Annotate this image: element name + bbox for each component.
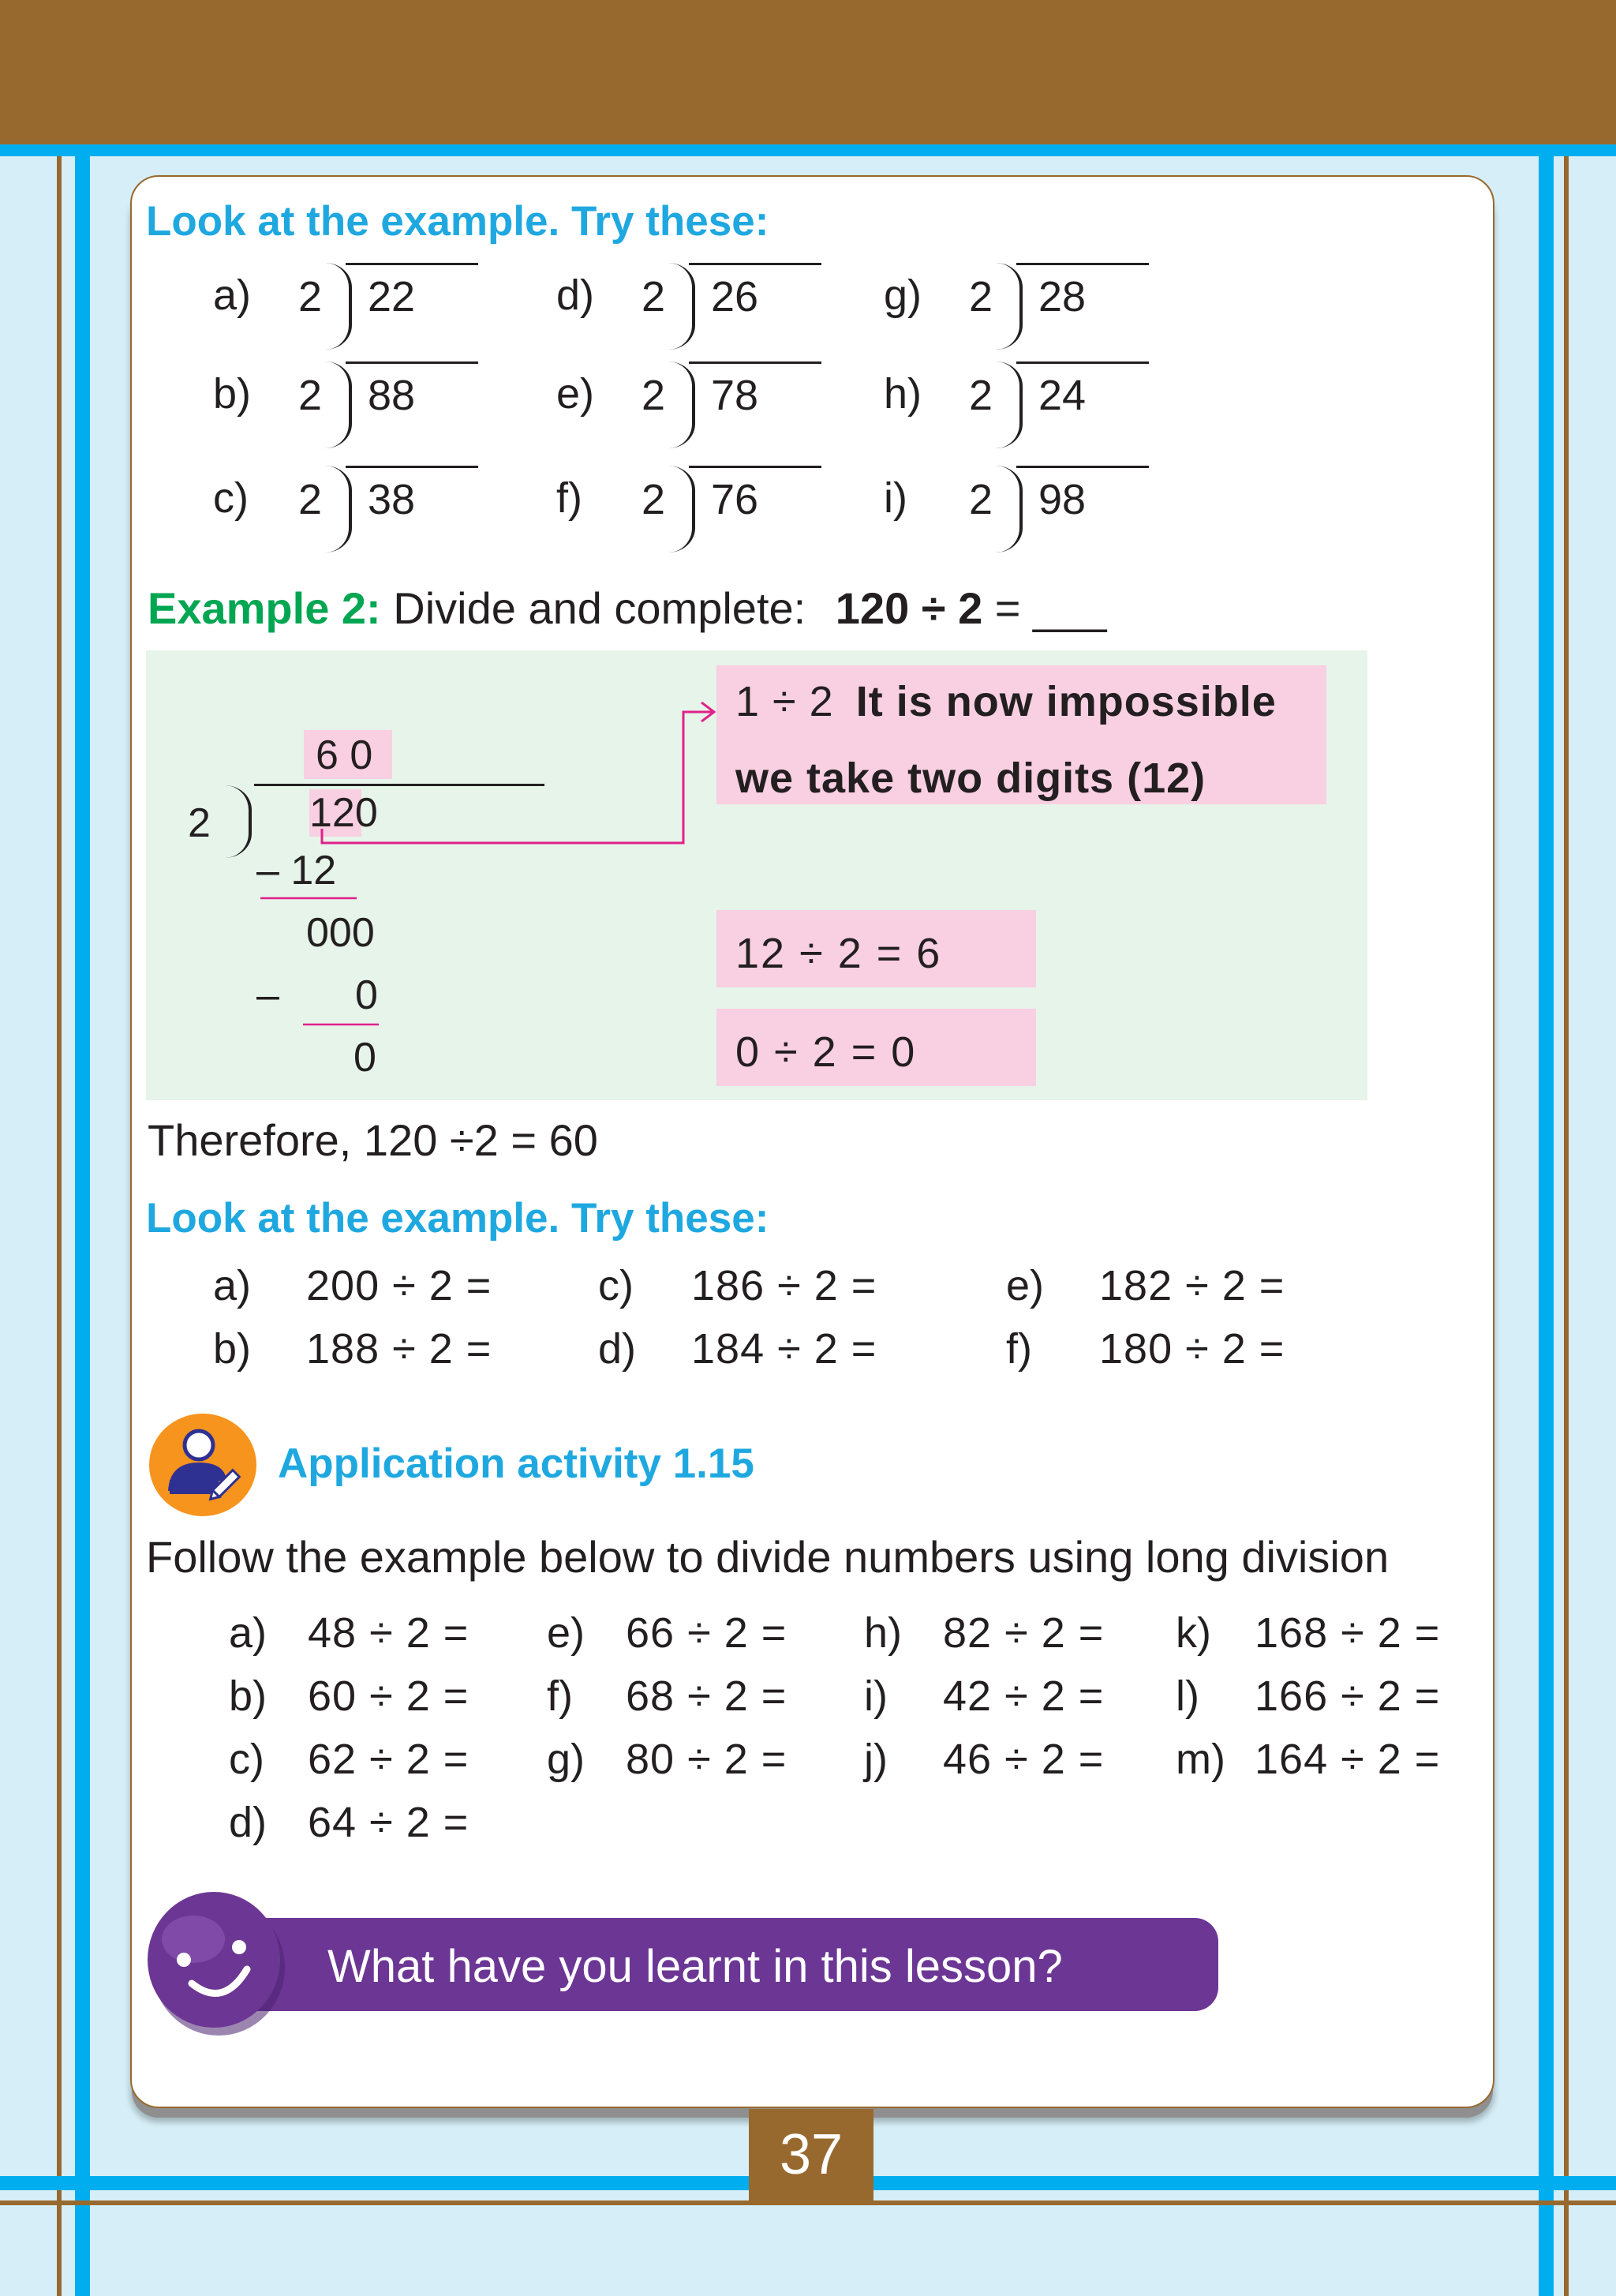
exercise-3-expression: 66 ÷ 2 = bbox=[626, 1609, 787, 1657]
exercise-3-expression: 168 ÷ 2 = bbox=[1255, 1609, 1441, 1657]
exercise-2-label: b) bbox=[213, 1325, 252, 1373]
exercise-3-label: d) bbox=[229, 1799, 267, 1846]
exercise-3-label: j) bbox=[864, 1736, 888, 1783]
exercise-1-dividend: 38 bbox=[368, 476, 416, 523]
example-2-label: Example 2: bbox=[148, 583, 381, 633]
exercise-3-expression: 42 ÷ 2 = bbox=[943, 1672, 1105, 1720]
exercise-3-label: l) bbox=[1176, 1672, 1199, 1720]
note-3: 0 ÷ 2 = 0 bbox=[735, 1028, 917, 1076]
reflection-text: What have you learnt in this lesson? bbox=[327, 1941, 1063, 1992]
exercise-3-expression: 64 ÷ 2 = bbox=[308, 1799, 469, 1846]
exercise-1-divisor: 2 bbox=[969, 273, 993, 320]
therefore-statement: Therefore, 120 ÷2 = 60 bbox=[148, 1115, 598, 1165]
exercise-3-expression: 82 ÷ 2 = bbox=[943, 1609, 1105, 1657]
exercise-1-label: g) bbox=[884, 272, 922, 319]
smiley-face-icon bbox=[146, 1890, 286, 2040]
activity-instruction: Follow the example below to divide numbers using long division bbox=[146, 1532, 1390, 1582]
exercise-1-dividend: 88 bbox=[368, 372, 416, 419]
dividend-remaining-digit: 0 bbox=[354, 790, 378, 836]
minus-sign-2: – bbox=[256, 972, 279, 1018]
exercise-2-label: c) bbox=[598, 1262, 634, 1309]
note-2: 12 ÷ 2 = 6 bbox=[735, 930, 942, 977]
note-1-operation: 1 ÷ 2 bbox=[735, 678, 834, 725]
activity-title: Application activity 1.15 bbox=[278, 1440, 754, 1487]
exercise-1-divisor: 2 bbox=[642, 372, 666, 419]
dividend-highlighted-digits: 12 bbox=[309, 790, 355, 836]
exercise-2-label: e) bbox=[1006, 1262, 1045, 1309]
exercise-1-divisor: 2 bbox=[969, 372, 993, 419]
exercise-3-expression: 164 ÷ 2 = bbox=[1255, 1736, 1441, 1783]
exercise-1-divisor: 2 bbox=[298, 476, 323, 523]
exercise-2-label: d) bbox=[598, 1325, 637, 1373]
exercise-1-dividend: 24 bbox=[1038, 372, 1087, 419]
example-2-expression: 120 ÷ 2 bbox=[835, 583, 983, 633]
exercise-3-expression: 46 ÷ 2 = bbox=[943, 1736, 1105, 1783]
note-1-line-1 bbox=[735, 677, 1277, 726]
exercise-1-dividend: 26 bbox=[711, 273, 759, 320]
exercise-1-label: b) bbox=[213, 370, 252, 418]
exercise-3-expression: 60 ÷ 2 = bbox=[308, 1672, 469, 1720]
subtract-step-1: – 12 bbox=[256, 848, 337, 893]
exercise-1-label: a) bbox=[213, 272, 252, 319]
exercise-3-expression: 48 ÷ 2 = bbox=[308, 1609, 469, 1657]
exercise-3-label: m) bbox=[1176, 1736, 1225, 1783]
person-writing-icon bbox=[148, 1412, 258, 1518]
exercise-2-expression: 180 ÷ 2 = bbox=[1099, 1325, 1285, 1373]
example-2-text: Divide and complete: bbox=[393, 583, 806, 633]
exercise-3-expression: 62 ÷ 2 = bbox=[308, 1736, 469, 1783]
exercise-3-label: k) bbox=[1176, 1609, 1211, 1657]
exercise-2-expression: 182 ÷ 2 = bbox=[1099, 1262, 1285, 1309]
note-1-line-2: we take two digits (12) bbox=[735, 755, 1206, 802]
exercise-1-label: i) bbox=[884, 474, 907, 522]
exercise-3-label: e) bbox=[547, 1609, 585, 1657]
exercise-2-expression: 200 ÷ 2 = bbox=[306, 1262, 492, 1309]
note-1-text: It is now impossible bbox=[855, 678, 1277, 725]
exercise-3-label: g) bbox=[547, 1736, 585, 1783]
exercise-3-label: c) bbox=[229, 1736, 264, 1783]
exercise-3-label: a) bbox=[229, 1609, 267, 1657]
section-heading-2: Look at the example. Try these: bbox=[146, 1195, 769, 1242]
final-remainder: 0 bbox=[354, 1035, 376, 1081]
exercise-1-dividend: 76 bbox=[711, 476, 759, 523]
exercise-1-divisor: 2 bbox=[969, 476, 993, 523]
exercise-1-label: c) bbox=[213, 474, 249, 522]
exercise-2-label: a) bbox=[213, 1262, 252, 1309]
exercise-3-label: h) bbox=[864, 1609, 903, 1657]
exercise-1-divisor: 2 bbox=[642, 273, 666, 320]
exercise-1-label: d) bbox=[556, 272, 595, 319]
exercise-2-expression: 188 ÷ 2 = bbox=[306, 1325, 492, 1373]
exercise-3-expression: 166 ÷ 2 = bbox=[1255, 1672, 1441, 1720]
exercise-2-label: f) bbox=[1006, 1325, 1032, 1373]
page-number: 37 bbox=[749, 2109, 873, 2201]
exercise-1-label: h) bbox=[884, 370, 922, 418]
remainder-1: 000 bbox=[306, 910, 375, 956]
exercise-3-expression: 80 ÷ 2 = bbox=[626, 1736, 787, 1783]
example-2-equals: = ___ bbox=[994, 583, 1107, 633]
exercise-3-label: i) bbox=[864, 1672, 888, 1720]
exercise-1-label: e) bbox=[556, 370, 595, 418]
quotient: 6 0 bbox=[316, 732, 373, 778]
exercise-1-dividend: 78 bbox=[711, 372, 759, 419]
section-heading-1: Look at the example. Try these: bbox=[146, 198, 769, 245]
divisor: 2 bbox=[188, 800, 211, 846]
exercise-1-label: f) bbox=[556, 474, 582, 522]
exercise-1-divisor: 2 bbox=[298, 273, 323, 320]
exercise-3-label: f) bbox=[547, 1672, 573, 1720]
exercise-1-dividend: 28 bbox=[1038, 273, 1087, 320]
exercise-2-expression: 186 ÷ 2 = bbox=[691, 1262, 877, 1309]
exercise-1-dividend: 22 bbox=[368, 273, 416, 320]
subtract-step-2: 0 bbox=[355, 972, 378, 1018]
exercise-2-expression: 184 ÷ 2 = bbox=[691, 1325, 877, 1373]
exercise-1-divisor: 2 bbox=[298, 372, 323, 419]
exercise-1-divisor: 2 bbox=[642, 476, 666, 523]
exercise-3-expression: 68 ÷ 2 = bbox=[626, 1672, 787, 1720]
exercise-1-dividend: 98 bbox=[1038, 476, 1087, 523]
exercise-3-label: b) bbox=[229, 1672, 267, 1720]
